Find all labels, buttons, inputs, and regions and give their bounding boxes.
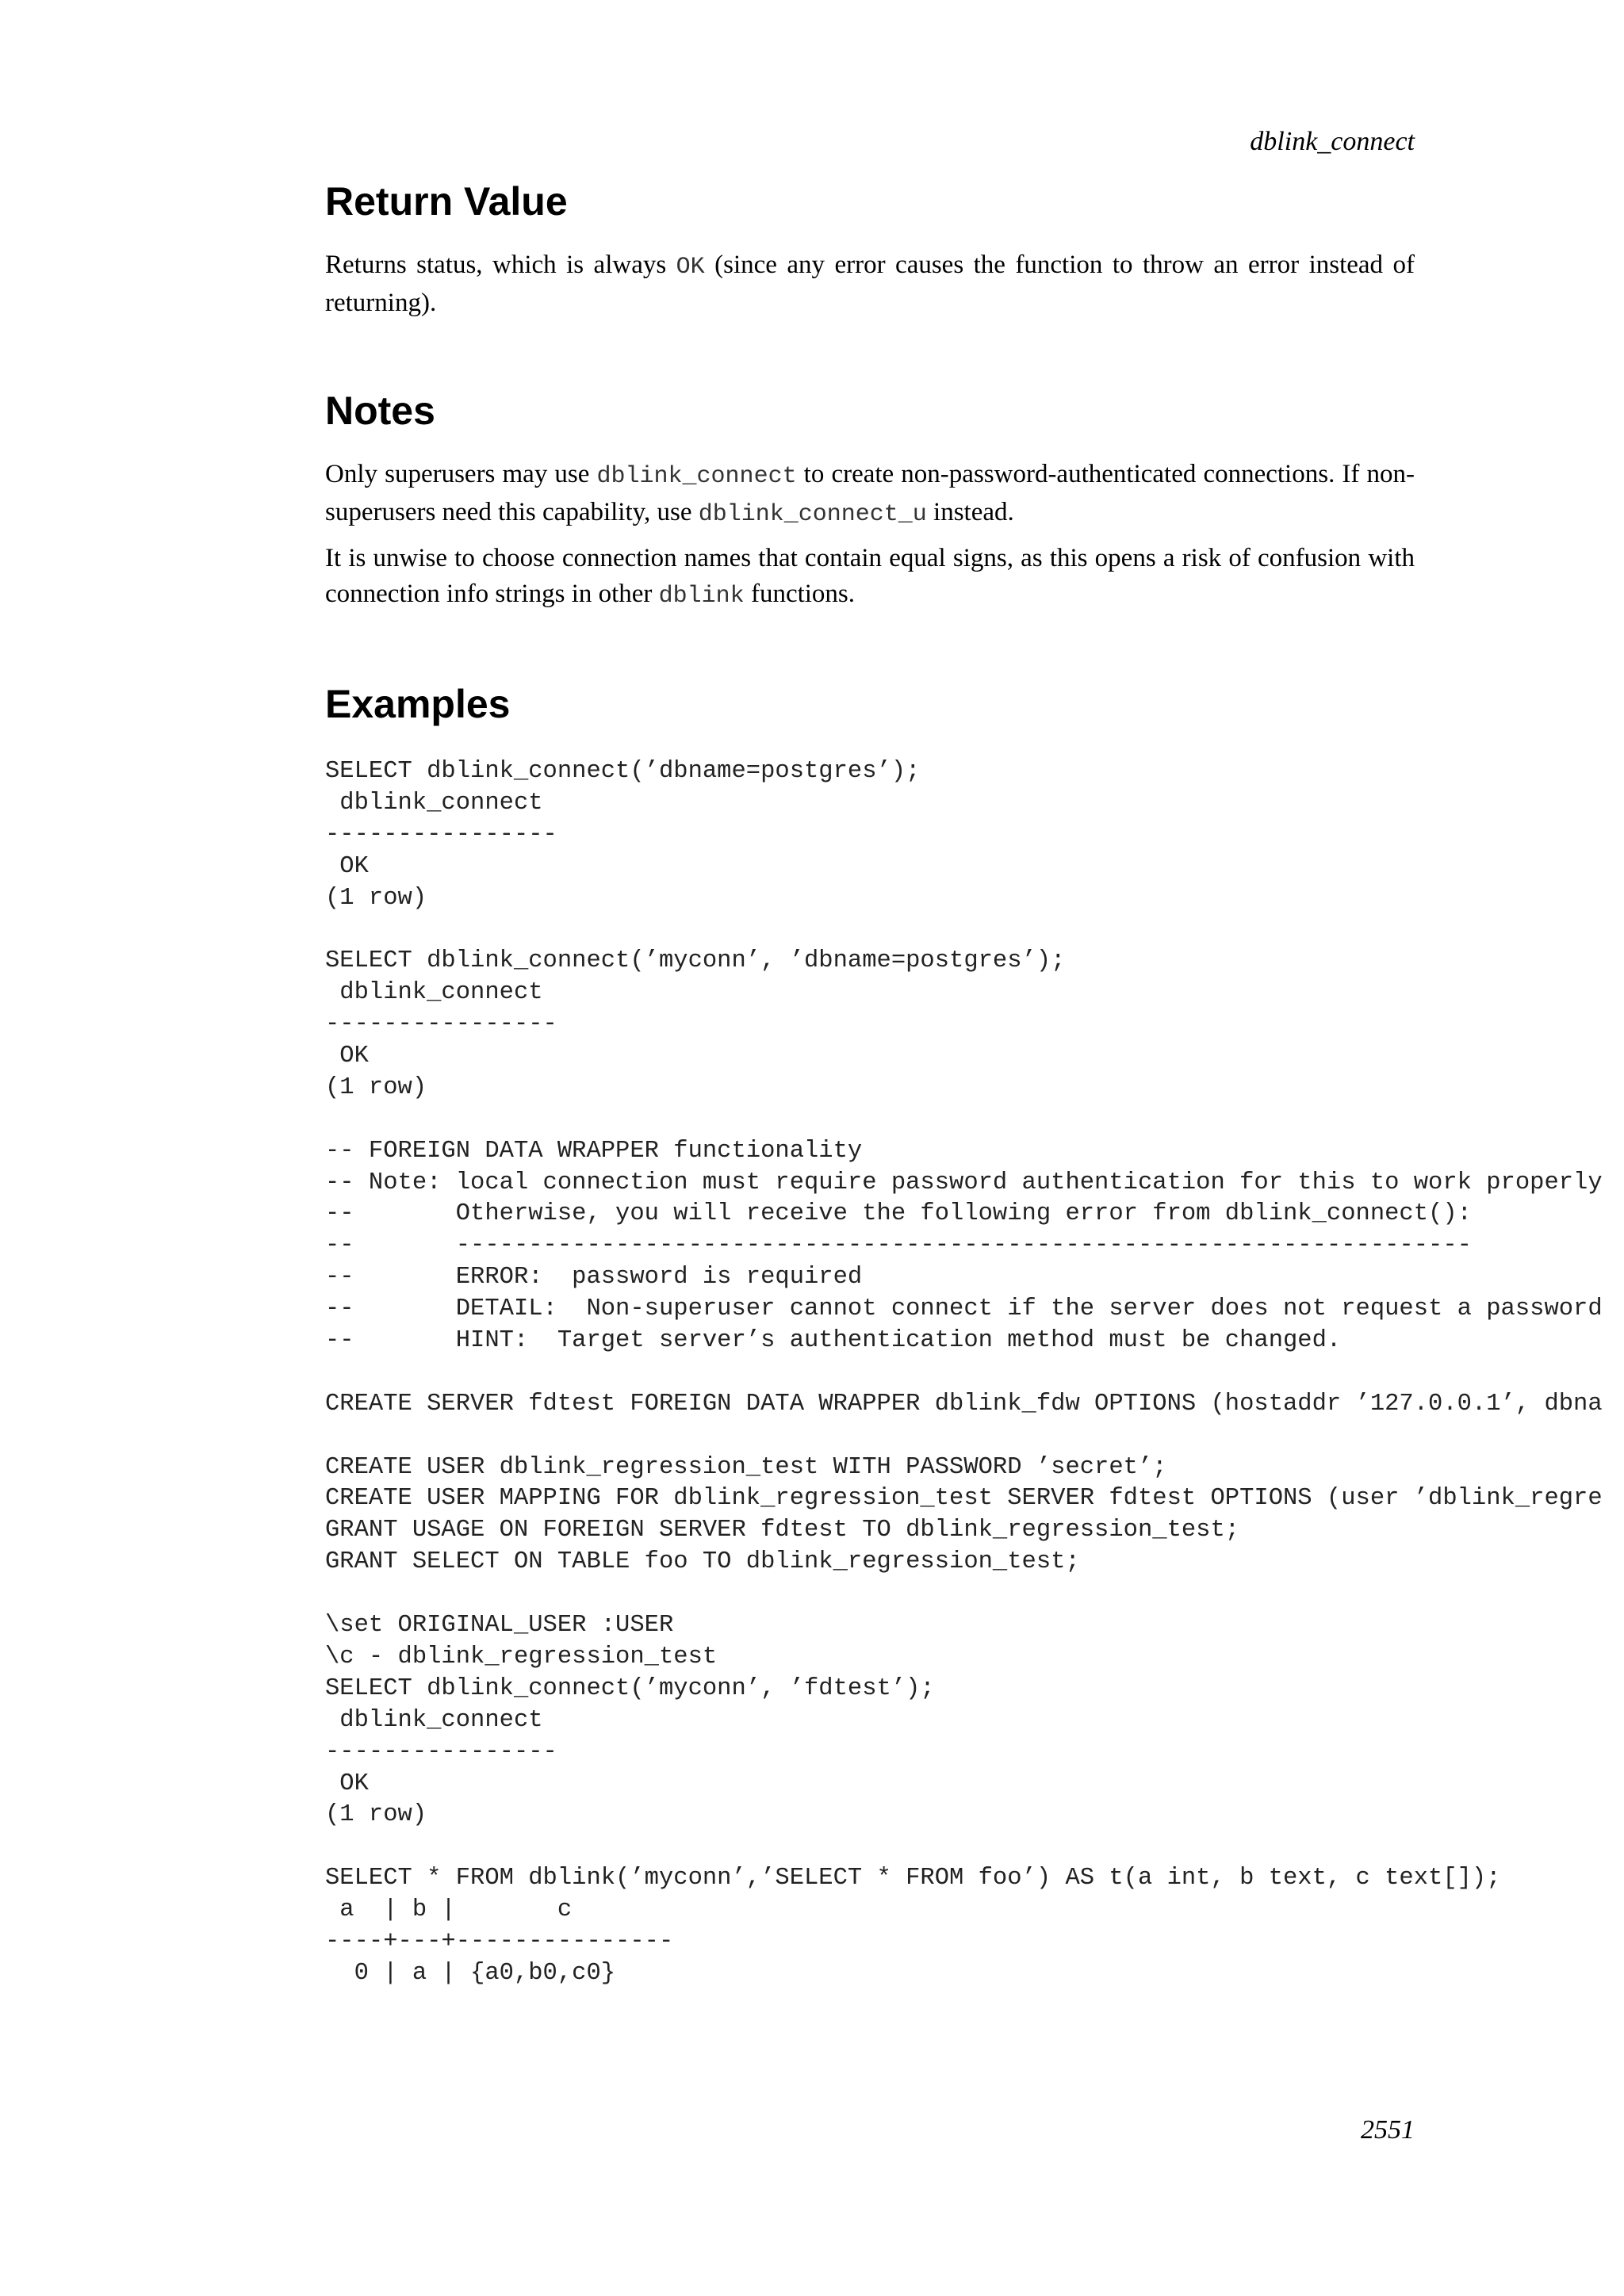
code-line: CREATE USER MAPPING FOR dblink_regression_test SERVER fdtest OPTIONS (user ’dblink_regre: [325, 1485, 1603, 1513]
code-line: dblink_connect: [325, 789, 543, 817]
code-line: [325, 1357, 1624, 1389]
code-line: [325, 1578, 1624, 1610]
code-line: [325, 1421, 1624, 1452]
code-line: OK: [325, 1043, 369, 1070]
code-line: SELECT * FROM dblink(’myconn’,’SELECT * FROM foo’) AS t(a int, b text, c text[]);: [325, 1865, 1501, 1892]
code-line: ----------------: [325, 1738, 557, 1766]
code-line: SELECT dblink_connect(’myconn’, ’dbname=postgres’);: [325, 947, 1066, 975]
code-line: -- HINT: Target server’s authentication method must be changed.: [325, 1327, 1342, 1355]
text: instead.: [926, 498, 1014, 526]
code-line: 0 | a | {a0,b0,c0}: [325, 1959, 616, 1987]
return-value-paragraph: [325, 247, 1415, 321]
code-line: [325, 914, 1624, 946]
code-line: -- Otherwise, you will receive the following error from dblink_connect():: [325, 1200, 1472, 1228]
code-line: (1 row): [325, 1073, 427, 1101]
code-line: [325, 1831, 1624, 1863]
function-dblink-connect-u: dblink_connect_u: [698, 501, 927, 528]
code-line: dblink_connect: [325, 1706, 543, 1734]
text: functions.: [744, 580, 856, 608]
code-line: -- ----------------------------------------------------------------------: [325, 1232, 1472, 1260]
function-dblink-connect: dblink_connect: [596, 463, 797, 490]
literal-ok: OK: [676, 254, 705, 281]
code-line: -- FOREIGN DATA WRAPPER functionality: [325, 1137, 863, 1165]
code-line: -- Note: local connection must require password authentication for this to work properly: [325, 1169, 1603, 1196]
page-number: 2551: [1361, 2115, 1415, 2145]
code-line: (1 row): [325, 1801, 427, 1829]
code-line: \set ORIGINAL_USER :USER: [325, 1612, 674, 1640]
code-line: OK: [325, 1770, 369, 1797]
code-line: a | b | c: [325, 1896, 573, 1924]
code-line: GRANT SELECT ON TABLE foo TO dblink_regression_test;: [325, 1548, 1080, 1576]
running-title: dblink_connect: [1250, 127, 1415, 156]
code-line: OK: [325, 852, 369, 880]
examples-code-block: [325, 756, 1624, 1990]
heading-examples: Examples: [325, 682, 511, 726]
heading-notes: Notes: [325, 388, 435, 433]
code-line: SELECT dblink_connect(’myconn’, ’fdtest’);: [325, 1674, 935, 1702]
text: Only superusers may use: [325, 460, 597, 488]
code-line: [325, 1104, 1624, 1136]
code-line: CREATE SERVER fdtest FOREIGN DATA WRAPPER dblink_fdw OPTIONS (hostaddr ’127.0.0.1’, dbna: [325, 1390, 1603, 1418]
code-line: ----------------: [325, 821, 557, 848]
code-line: \c - dblink_regression_test: [325, 1643, 718, 1670]
code-line: (1 row): [325, 884, 427, 912]
text: Returns status, which is always: [325, 251, 676, 279]
heading-return-value: Return Value: [325, 179, 568, 224]
notes-paragraph-1: [325, 457, 1415, 533]
code-line: GRANT USAGE ON FOREIGN SERVER fdtest TO dblink_regression_test;: [325, 1517, 1240, 1544]
code-line: SELECT dblink_connect(’dbname=postgres’);: [325, 758, 921, 785]
code-line: -- ERROR: password is required: [325, 1264, 863, 1292]
notes-paragraph-2: [325, 541, 1415, 614]
text: It is unwise to choose connection names that contain equal signs, as this opens a risk of confusion with connection info strings in other: [325, 544, 1415, 608]
text: to create non-password-authenticated connections. If non-superusers need this capability, use: [325, 460, 1415, 526]
code-line: ----+---+---------------: [325, 1927, 674, 1955]
code-line: ----------------: [325, 1011, 557, 1039]
module-dblink: dblink: [658, 583, 745, 610]
code-line: CREATE USER dblink_regression_test WITH PASSWORD ’secret’;: [325, 1453, 1167, 1481]
code-line: -- DETAIL: Non-superuser cannot connect if the server does not request a password: [325, 1295, 1603, 1323]
code-line: dblink_connect: [325, 979, 543, 1007]
text: (since any error causes the function to throw an error instead of returning).: [325, 251, 1415, 317]
